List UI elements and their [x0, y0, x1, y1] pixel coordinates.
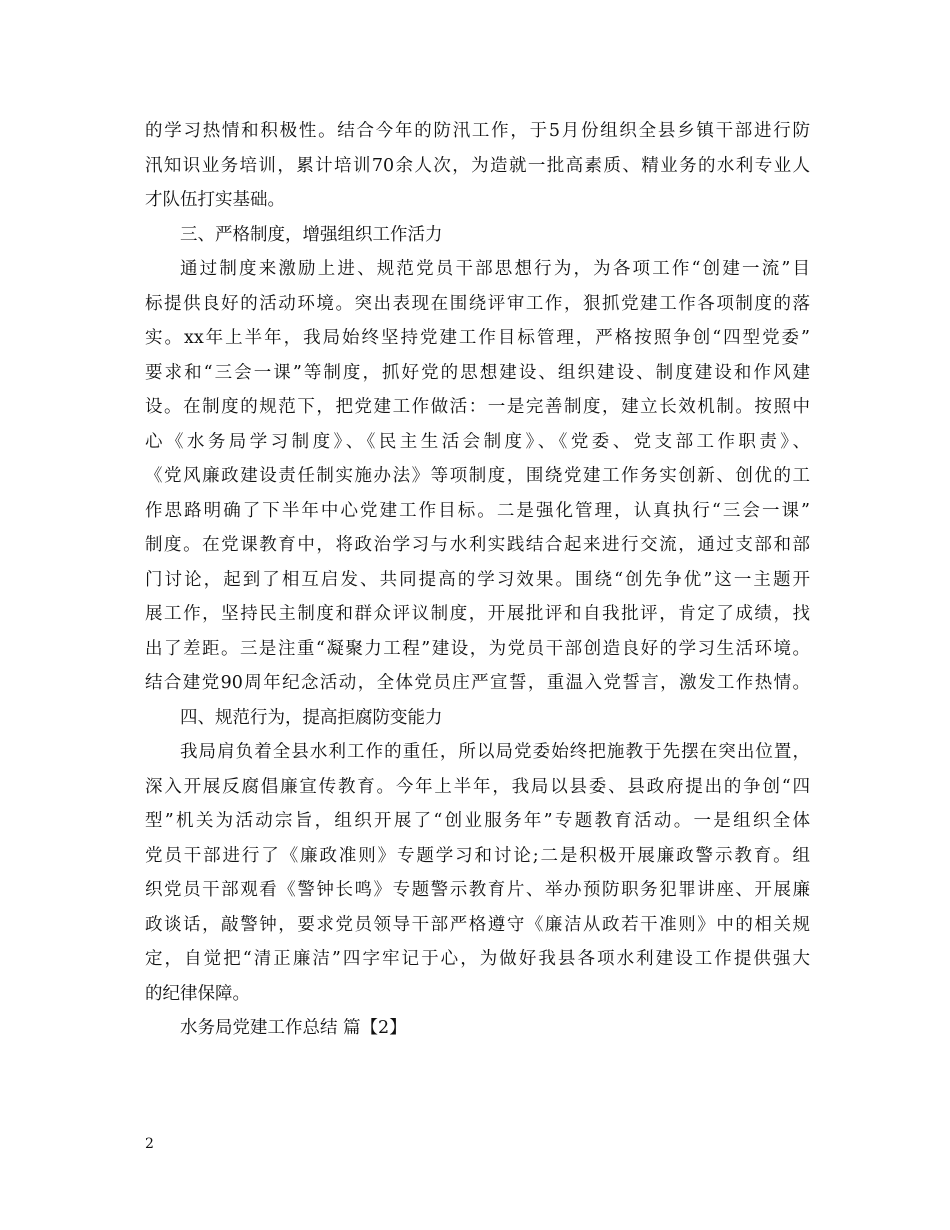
document-body	[145, 114, 810, 1046]
section-heading: 水务局党建工作总结 篇【2】	[180, 1018, 407, 1038]
text-line: 结合建党90周年纪念活动，全体党员庄严宣誓，重温入党誓言，激发工作热情。	[145, 673, 810, 693]
text-line: 织党员干部观看《警钟长鸣》专题警示教育片、举办预防职务犯罪讲座、开展廉	[145, 880, 810, 900]
text-line: 我局肩负着全县水利工作的重任，所以局党委始终把施教于先摆在突出位置，	[180, 742, 810, 762]
text-line: 展工作，坚持民主制度和群众评议制度，开展批评和自我批评，肯定了成绩，找	[145, 604, 810, 624]
text-line: 门讨论，起到了相互启发、共同提高的学习效果。围绕“创先争优”这一主题开	[145, 569, 810, 590]
text-line: 作思路明确了下半年中心党建工作目标。二是强化管理，认真执行“三会一课”	[145, 500, 810, 521]
text-line: 才队伍打实基础。	[145, 190, 285, 210]
text-line: 政谈话，敲警钟，要求党员领导干部严格遵守《廉洁从政若干准则》中的相关规	[145, 914, 810, 935]
text-line: 的学习热情和积极性。结合今年的防汛工作，于5月份组织全县乡镇干部进行防	[145, 121, 810, 141]
text-line: 制度。在党课教育中，将政治学习与水利实践结合起来进行交流，通过支部和部	[145, 535, 810, 555]
text-line: 心《水务局学习制度》、《民主生活会制度》、《党委、党支部工作职责》、	[145, 431, 810, 452]
page-number: 2	[145, 1136, 154, 1152]
text-line: 汛知识业务培训，累计培训70余人次，为造就一批高素质、精业务的水利专业人	[145, 155, 810, 176]
text-line: 的纪律保障。	[145, 983, 250, 1004]
section-heading: 四、规范行为，提高拒腐防变能力	[180, 707, 443, 728]
text-line: 深入开展反腐倡廉宣传教育。今年上半年，我局以县委、县政府提出的争创“四	[145, 776, 810, 797]
text-line: 标提供良好的活动环境。突出表现在围绕评审工作，狠抓党建工作各项制度的落	[145, 293, 810, 314]
text-line: 定，自觉把“清正廉洁”四字牢记于心，为做好我县各项水利建设工作提供强大	[145, 949, 810, 969]
text-line: 《党风廉政建设责任制实施办法》等项制度，围绕党建工作务实创新、创优的工	[145, 466, 810, 486]
text-line: 型”机关为活动宗旨，组织开展了“创业服务年”专题教育活动。一是组织全体	[145, 811, 810, 831]
text-line: 设。在制度的规范下，把党建工作做活：一是完善制度，建立长效机制。按照中	[145, 397, 810, 417]
text-line: 通过制度来激励上进、规范党员干部思想行为，为各项工作“创建一流”目	[180, 259, 810, 279]
text-line: 党员干部进行了《廉政准则》专题学习和讨论;二是积极开展廉政警示教育。组	[145, 845, 810, 866]
section-heading: 三、严格制度，增强组织工作活力	[180, 224, 443, 245]
text-line: 出了差距。三是注重“凝聚力工程”建设，为党员干部创造良好的学习生活环境。	[145, 638, 810, 659]
text-line: 要求和“三会一课”等制度，抓好党的思想建设、组织建设、制度建设和作风建	[145, 362, 810, 383]
text-line: 实。xx年上半年，我局始终坚持党建工作目标管理，严格按照争创“四型党委”	[145, 328, 810, 348]
